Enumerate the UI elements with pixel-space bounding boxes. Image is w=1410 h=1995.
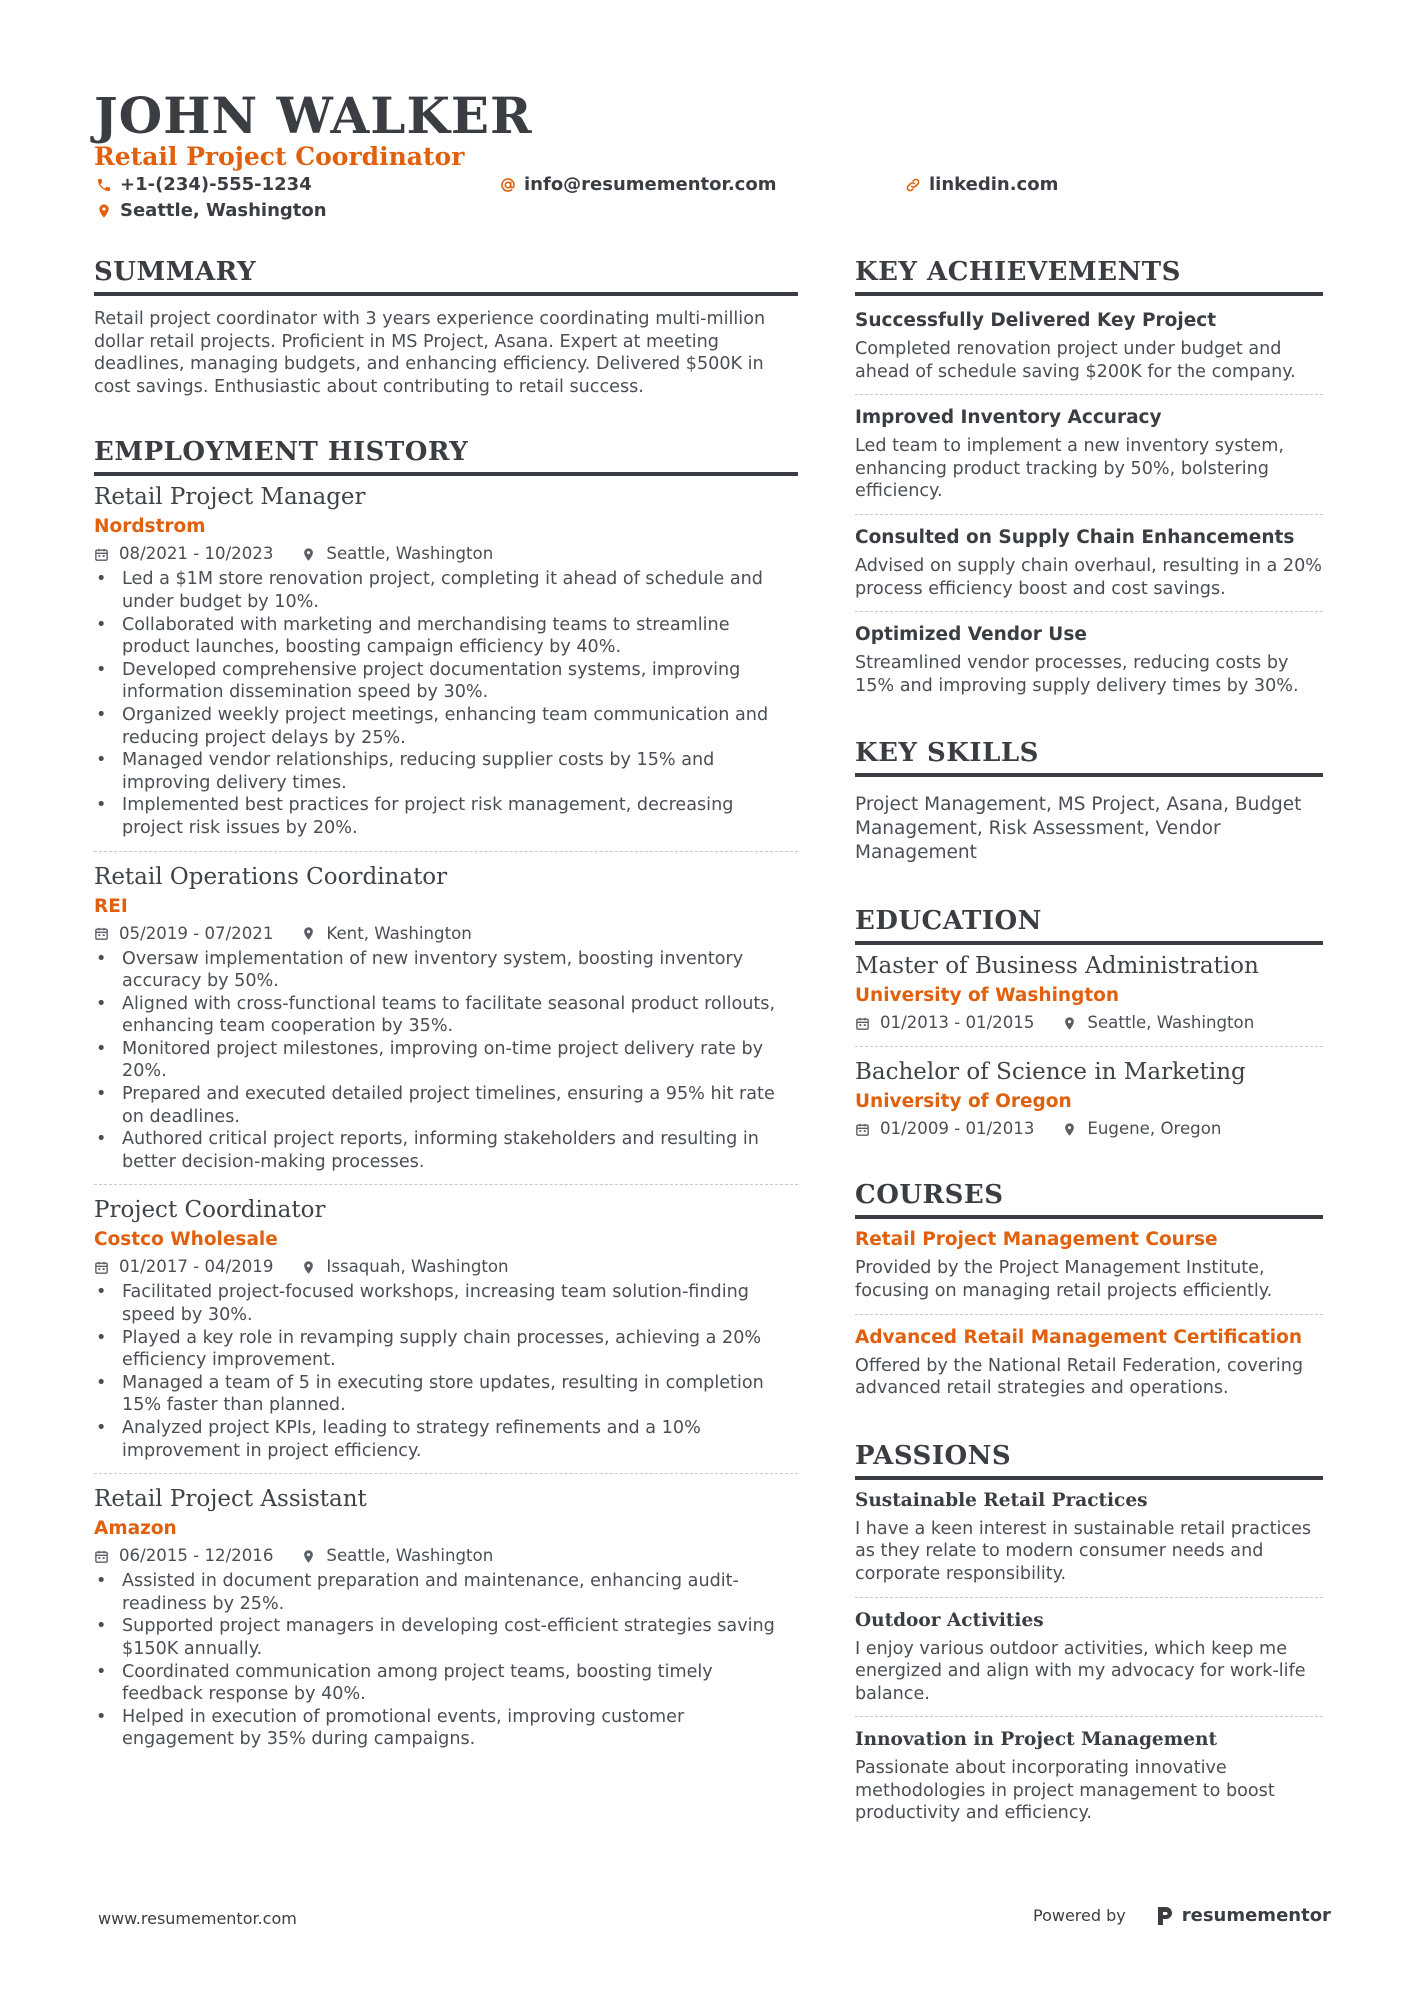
school-name: University of Oregon [855, 1091, 1072, 1113]
skills-heading: KEY SKILLS [855, 737, 1323, 777]
calendar-icon [94, 1549, 109, 1564]
job-bullet: • Managed vendor relationships, reducing supplier costs by 15% and improving delivery times. [94, 749, 798, 794]
summary-heading: SUMMARY [94, 256, 798, 296]
achievements-section [855, 256, 1323, 697]
candidate-name: JOHN WALKER [94, 86, 533, 145]
job-entry [94, 1484, 798, 1751]
passions-section [855, 1440, 1323, 1825]
courses-section [855, 1179, 1323, 1399]
job-bullet: • Coordinated communication among project teams, boosting timely feedback response by 40%. [94, 1661, 798, 1706]
map-pin-icon [301, 926, 316, 941]
passion-text: I enjoy various outdoor activities, which keep me energized and align with my advocacy for work-life balance. [855, 1638, 1306, 1704]
degree-title: Master of Business Administration [855, 953, 1259, 980]
employment-section [94, 436, 798, 1751]
education-entry [855, 1057, 1323, 1141]
divider [94, 851, 798, 852]
job-bullet: • Collaborated with marketing and merchandising teams to streamline product launches, boosting campaign efficiency by 40%. [94, 614, 798, 659]
resumementor-logo-icon [1156, 1905, 1174, 1927]
education-meta [855, 1117, 1323, 1141]
education-meta [855, 1011, 1323, 1035]
job-bullets [94, 1570, 798, 1751]
education-dates: 01/2013 - 01/2015 [880, 1013, 1035, 1033]
achievement-title: Consulted on Supply Chain Enhancements [855, 526, 1295, 548]
school-name: University of Washington [855, 985, 1120, 1007]
passion-title: Outdoor Activities [855, 1609, 1044, 1631]
skills-section [855, 737, 1323, 865]
course-title: Advanced Retail Management Certification [855, 1326, 1302, 1348]
achievement-text: Completed renovation project under budget and ahead of schedule saving $200K for the company. [855, 339, 1296, 382]
job-dates: 01/2017 - 04/2019 [119, 1257, 274, 1277]
job-entry [94, 482, 798, 839]
divider [855, 1314, 1323, 1315]
contact-phone [96, 173, 312, 197]
education-dates: 01/2009 - 01/2013 [880, 1119, 1035, 1139]
divider [94, 1184, 798, 1185]
footer-website[interactable]: www.resumementor.com [98, 1909, 297, 1928]
divider [855, 611, 1323, 612]
job-bullet: • Assisted in document preparation and maintenance, enhancing audit-readiness by 25%. [94, 1570, 798, 1615]
job-bullet: • Developed comprehensive project documentation systems, improving information dissemination speed by 30%. [94, 659, 798, 704]
divider [855, 514, 1323, 515]
job-bullet: • Organized weekly project meetings, enhancing team communication and reducing project delays by 25%. [94, 704, 798, 749]
employment-heading: EMPLOYMENT HISTORY [94, 436, 798, 476]
job-bullet: • Led a $1M store renovation project, completing it ahead of schedule and under budget by 10%. [94, 568, 798, 613]
calendar-icon [94, 547, 109, 562]
calendar-icon [855, 1122, 870, 1137]
passions-heading: PASSIONS [855, 1440, 1323, 1480]
job-meta [94, 1544, 798, 1568]
job-bullet: • Monitored project milestones, improving on-time project delivery rate by 20%. [94, 1038, 798, 1083]
job-company: Costco Wholesale [94, 1229, 278, 1251]
powered-by-label: Powered by [1033, 1906, 1126, 1925]
job-meta [94, 1255, 798, 1279]
job-bullet: • Facilitated project-focused workshops, increasing team solution-finding speed by 30%. [94, 1281, 798, 1326]
job-title: Retail Project Assistant [94, 1486, 367, 1513]
job-bullet: • Managed a team of 5 in executing store updates, resulting in completion 15% faster than planned. [94, 1372, 798, 1417]
achievement-title: Successfully Delivered Key Project [855, 310, 1217, 331]
calendar-icon [94, 926, 109, 941]
left-column [94, 256, 798, 1751]
passion-title: Sustainable Retail Practices [855, 1489, 1148, 1511]
divider [855, 1046, 1323, 1047]
job-title: Retail Project Manager [94, 484, 366, 511]
job-bullet: • Implemented best practices for project risk management, decreasing project risk issues by 20%. [94, 794, 798, 839]
calendar-icon [94, 1260, 109, 1275]
job-bullet: • Helped in execution of promotional events, improving customer engagement by 35% during campaigns. [94, 1706, 798, 1751]
divider [855, 394, 1323, 395]
linkedin-text[interactable]: linkedin.com [929, 174, 1059, 195]
at-icon [500, 177, 516, 193]
contact-email[interactable] [500, 173, 776, 197]
job-dates: 06/2015 - 12/2016 [119, 1546, 274, 1566]
job-meta [94, 922, 798, 946]
job-bullet: • Supported project managers in developing cost-efficient strategies saving $150K annually. [94, 1615, 798, 1660]
map-pin-icon [1062, 1122, 1077, 1137]
phone-icon [96, 177, 112, 193]
brand-name: resumementor [1181, 1905, 1331, 1926]
job-company: Nordstrom [94, 516, 206, 538]
passion-text: I have a keen interest in sustainable retail practices as they relate to modern consumer needs and corporate responsibility. [855, 1518, 1312, 1584]
map-pin-icon [301, 1549, 316, 1564]
divider [855, 1716, 1323, 1717]
job-company: REI [94, 895, 128, 917]
job-bullets [94, 948, 798, 1174]
education-location: Seattle, Washington [1087, 1013, 1255, 1033]
passion-title: Innovation in Project Management [855, 1729, 1218, 1751]
job-location: Issaquah, Washington [326, 1257, 509, 1277]
education-entry [855, 951, 1323, 1035]
map-pin-icon [301, 547, 316, 562]
degree-title: Bachelor of Science in Marketing [855, 1059, 1246, 1086]
job-bullet: • Prepared and executed detailed project timelines, ensuring a 95% hit rate on deadlines. [94, 1083, 798, 1128]
job-bullets [94, 1281, 798, 1462]
education-location: Eugene, Oregon [1087, 1119, 1222, 1139]
job-title: Project Coordinator [94, 1197, 326, 1224]
contact-linkedin[interactable] [905, 173, 1058, 197]
contact-location [96, 199, 327, 223]
job-bullet: • Oversaw implementation of new inventory system, boosting inventory accuracy by 50%. [94, 948, 798, 993]
summary-text: Retail project coordinator with 3 years experience coordinating multi-million dollar retail projects. Proficient in MS Project, Asana. Expert at meeting deadlines, managing budgets, and enhancing efficiency. Delivered $500K in cost savings. Enthusiastic about contributing to retail success. [94, 309, 766, 397]
job-bullet: • Authored critical project reports, informing stakeholders and resulting in better decision-making processes. [94, 1128, 798, 1173]
job-entry [94, 1195, 798, 1462]
map-pin-icon [301, 1260, 316, 1275]
divider [855, 1597, 1323, 1598]
location-text: Seattle, Washington [120, 200, 327, 221]
job-dates: 08/2021 - 10/2023 [119, 544, 274, 564]
achievements-heading: KEY ACHIEVEMENTS [855, 256, 1323, 296]
job-location: Seattle, Washington [326, 1546, 494, 1566]
divider [94, 1473, 798, 1474]
footer-powered-by[interactable] [1033, 1903, 1331, 1929]
job-bullet: • Played a key role in revamping supply chain processes, achieving a 20% efficiency improvement. [94, 1327, 798, 1372]
job-bullet: • Analyzed project KPIs, leading to strategy refinements and a 10% improvement in project efficiency. [94, 1417, 798, 1462]
job-company: Amazon [94, 1518, 177, 1540]
course-title: Retail Project Management Course [855, 1229, 1218, 1251]
courses-heading: COURSES [855, 1179, 1323, 1219]
summary-section [94, 256, 798, 398]
map-pin-icon [96, 203, 112, 219]
course-text: Offered by the National Retail Federation, covering advanced retail strategies and operations. [855, 1355, 1304, 1399]
achievement-text: Led team to implement a new inventory system, enhancing product tracking by 50%, bolstering efficiency. [855, 436, 1284, 502]
education-heading: EDUCATION [855, 905, 1323, 945]
job-meta [94, 542, 798, 566]
skills-text: Project Management, MS Project, Asana, Budget Management, Risk Assessment, Vendor Management [855, 794, 1302, 864]
job-location: Seattle, Washington [326, 544, 494, 564]
calendar-icon [855, 1016, 870, 1031]
job-location: Kent, Washington [326, 923, 472, 943]
job-title: Retail Operations Coordinator [94, 863, 448, 890]
job-dates: 05/2019 - 07/2021 [119, 923, 274, 943]
passion-text: Passionate about incorporating innovative methodologies in project management to boost productivity and efficiency. [855, 1758, 1275, 1824]
email-text[interactable]: info@resumementor.com [524, 174, 777, 195]
candidate-role: Retail Project Coordinator [94, 142, 465, 171]
job-entry [94, 862, 798, 1174]
phone-text: +1-(234)-555-1234 [120, 174, 312, 195]
job-bullet: • Aligned with cross-functional teams to facilitate seasonal product rollouts, enhancing team cooperation by 35%. [94, 993, 798, 1038]
right-column [855, 256, 1323, 1825]
achievement-text: Streamlined vendor processes, reducing costs by 15% and improving supply delivery times by 30%. [855, 653, 1299, 696]
job-bullets [94, 568, 798, 839]
map-pin-icon [1062, 1016, 1077, 1031]
link-icon [905, 177, 921, 193]
education-section [855, 905, 1323, 1141]
course-text: Provided by the Project Management Institute, focusing on managing retail projects efficiently. [855, 1258, 1273, 1301]
achievement-title: Optimized Vendor Use [855, 624, 1087, 646]
achievement-title: Improved Inventory Accuracy [855, 407, 1162, 429]
achievement-text: Advised on supply chain overhaul, resulting in a 20% process efficiency boost and cost savings. [855, 555, 1322, 599]
